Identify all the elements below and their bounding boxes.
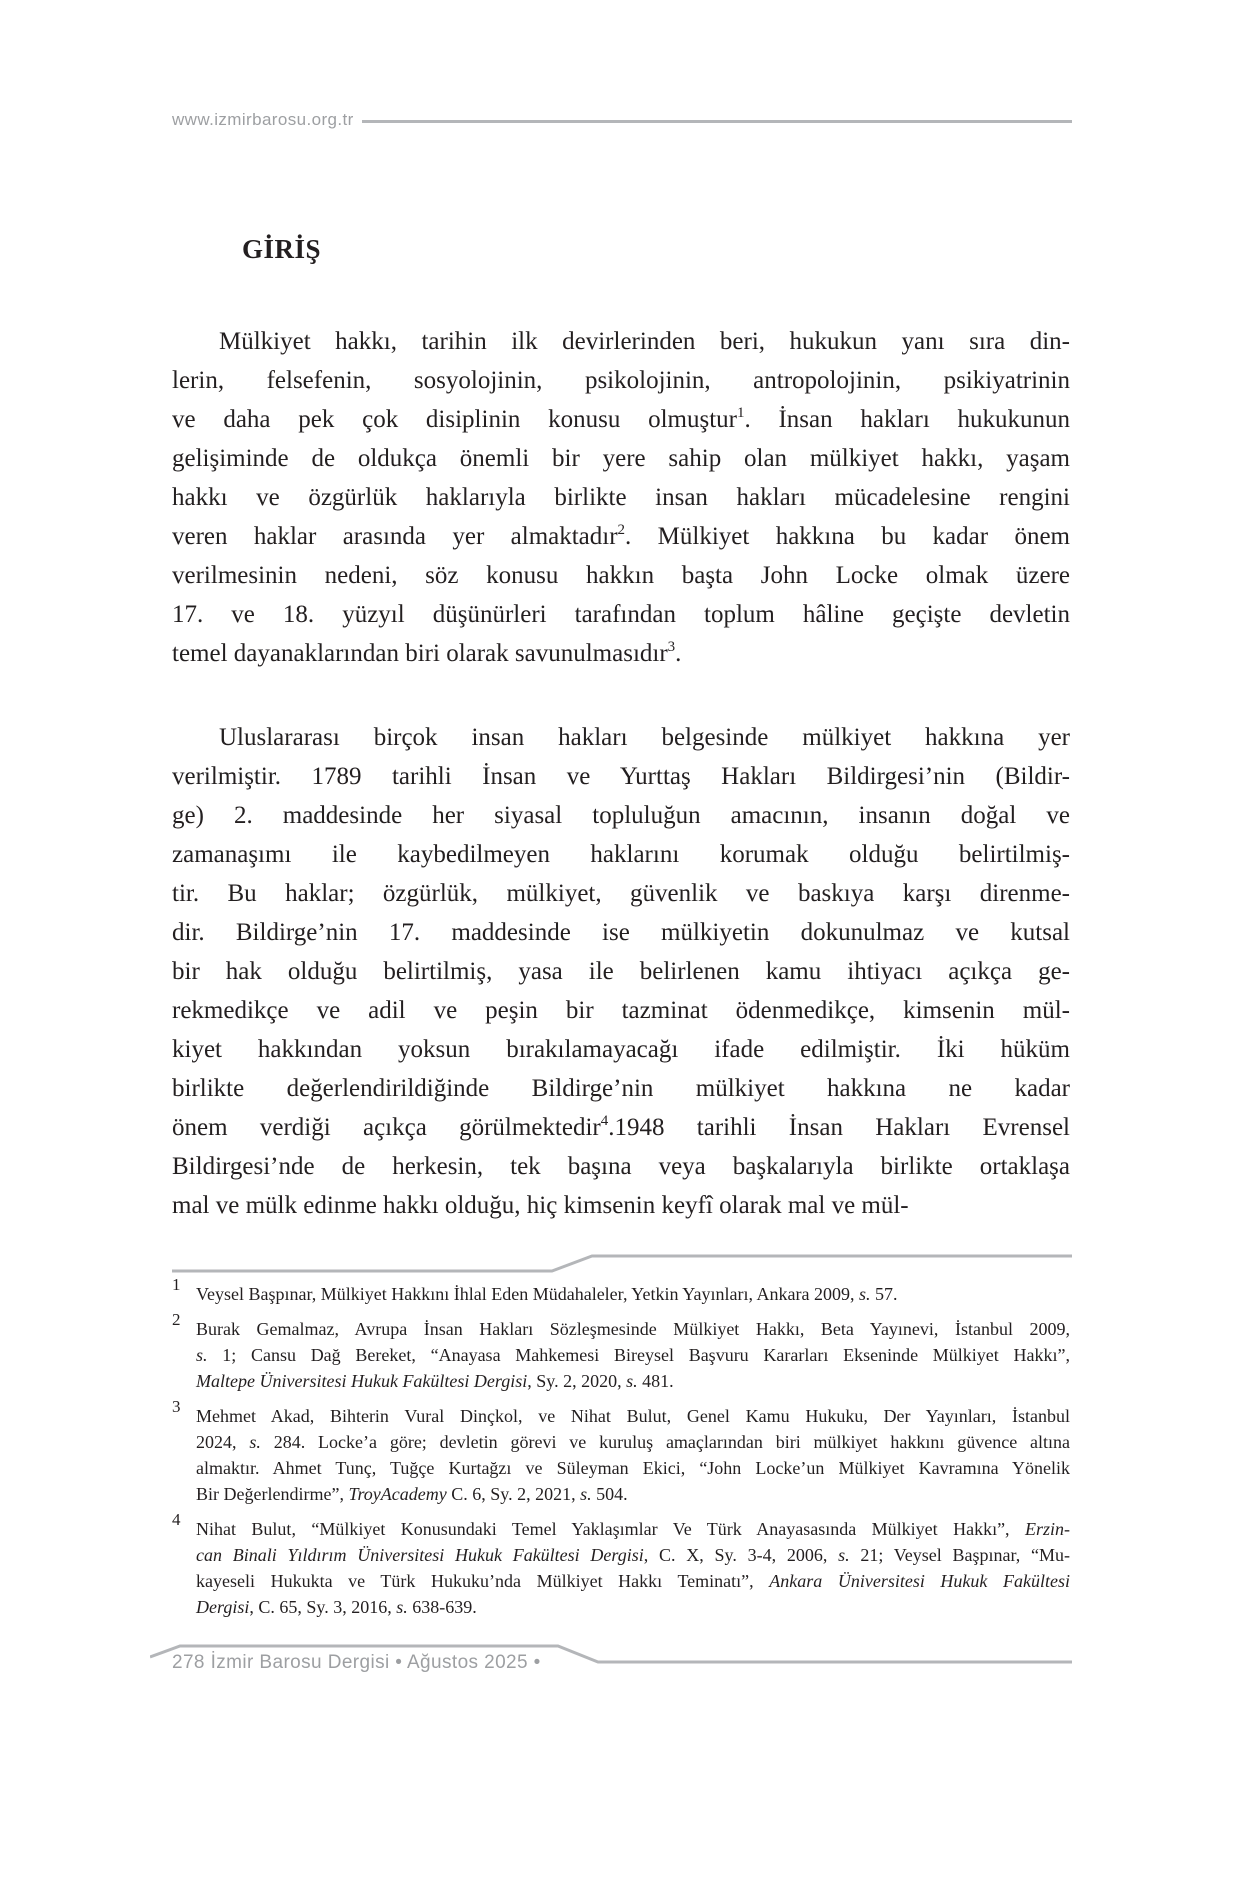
footnote-text — [196, 1403, 1070, 1507]
text-line: rekmedikçe ve adil ve peşin bir tazminat ödenmedikçe, kimsenin mül- — [172, 997, 1070, 1024]
text-line: verilmesinin nedeni, söz konusu hakkın başta John Locke olmak üzere — [172, 562, 1070, 589]
footnote-text — [196, 1316, 1070, 1394]
footnote — [172, 1510, 1070, 1620]
site-url: www.izmirbarosu.org.tr — [172, 110, 354, 129]
footnote-number: 4 — [172, 1510, 181, 1529]
text-line: dir. Bildirge’nin 17. maddesinde ise mülkiyetin dokunulmaz ve kutsal — [172, 919, 1070, 946]
text-line: bir hak olduğu belirtilmiş, yasa ile belirlenen kamu ihtiyacı açıkça ge- — [172, 958, 1070, 985]
text-line: lerin, felsefenin, sosyolojinin, psikolojinin, antropolojinin, psikiyatrinin — [172, 367, 1070, 394]
text-line: gelişiminde de oldukça önemli bir yere sahip olan mülkiyet hakkı, yaşam — [172, 445, 1070, 472]
footnote-separator — [172, 1252, 1072, 1276]
footnote-number: 3 — [172, 1397, 181, 1416]
footnote-text — [196, 1516, 1070, 1620]
footnote — [172, 1397, 1070, 1507]
text-line: can Binali Yıldırım Üniversitesi Hukuk Fakültesi Dergisi, C. X, Sy. 3-4, 2006, s. 21; Veysel Başpınar, “Mu- — [196, 1545, 1070, 1565]
text-line: ge) 2. maddesinde her siyasal topluluğun amacının, insanın doğal ve — [172, 802, 1070, 829]
footnote-number: 2 — [172, 1310, 181, 1329]
text-line: almaktır. Ahmet Tunç, Tuğçe Kurtağzı ve Süleyman Ekici, “John Locke’un Mülkiyet Kavramına Yönelik — [196, 1458, 1070, 1478]
footnote — [172, 1310, 1070, 1394]
text-line: 2024, s. 284. Locke’a göre; devletin görevi ve kuruluş amaçlarından biri mülkiyet hakkını güvence altına — [196, 1432, 1070, 1452]
text-line: Burak Gemalmaz, Avrupa İnsan Hakları Sözleşmesinde Mülkiyet Hakkı, Beta Yayınevi, İstanbul 2009, — [196, 1319, 1070, 1339]
paragraph — [172, 322, 1070, 673]
text-line: Nihat Bulut, “Mülkiyet Konusundaki Temel Yaklaşımlar Ve Türk Anayasasında Mülkiyet Hakkı”, Erzin- — [196, 1519, 1070, 1539]
text-line: s. 1; Cansu Dağ Bereket, “Anayasa Mahkemesi Bireysel Başvuru Kararları Ekseninde Mülkiyet Hakkı”, — [196, 1345, 1070, 1365]
text-line: Dergisi, C. 65, Sy. 3, 2016, s. 638-639. — [196, 1597, 477, 1617]
text-line: ve daha pek çok disiplinin konusu olmuştur$^1$. İnsan hakları hukukunun — [172, 405, 1071, 433]
text-line: zamanaşımı ile kaybedilmeyen haklarını korumak olduğu belirtilmiş- — [172, 841, 1070, 868]
footnote — [172, 1275, 1070, 1307]
paragraph — [172, 718, 1070, 1225]
text-line: hakkı ve özgürlük haklarıyla birlikte insan hakları mücadelesine rengini — [172, 484, 1070, 511]
text-line: Bildirgesi’nde de herkesin, tek başına veya başkalarıyla birlikte ortaklaşa — [172, 1153, 1070, 1180]
text-line: kiyet hakkından yoksun bırakılamayacağı ifade edilmiştir. İki hüküm — [172, 1036, 1070, 1063]
footnotes-section — [172, 1275, 1070, 1629]
text-line: mal ve mülk edinme hakkı olduğu, hiç kimsenin keyfî olarak mal ve mül- — [172, 1192, 909, 1219]
text-line: Mehmet Akad, Bihterin Vural Dinçkol, ve Nihat Bulut, Genel Kamu Hukuku, Der Yayınları, İstanbul — [196, 1406, 1070, 1426]
text-line: veren haklar arasında yer almaktadır$^2$. Mülkiyet hakkına bu kadar önem — [172, 522, 1070, 550]
text-line: Mülkiyet hakkı, tarihin ilk devirlerinden beri, hukukun yanı sıra din- — [219, 328, 1070, 355]
text-line: Maltepe Üniversitesi Hukuk Fakültesi Dergisi, Sy. 2, 2020, s. 481. — [196, 1371, 674, 1391]
text-line: Uluslararası birçok insan hakları belgesinde mülkiyet hakkına yer — [219, 724, 1070, 751]
text-line: Bir Değerlendirme”, TroyAcademy C. 6, Sy. 2, 2021, s. 504. — [196, 1484, 628, 1504]
page-header — [172, 110, 1072, 130]
section-heading: GİRİŞ — [242, 234, 322, 264]
header-rule — [362, 120, 1072, 123]
page-footer: 278 İzmir Barosu Dergisi • Ağustos 2025 • — [172, 1652, 541, 1673]
text-line: Veysel Başpınar, Mülkiyet Hakkını İhlal Eden Müdahaleler, Yetkin Yayınları, Ankara 2009, s. 57. — [196, 1284, 898, 1304]
footnote-number: 1 — [172, 1275, 181, 1294]
text-line: önem verdiği açıkça görülmektedir$^4$.1948 tarihli İnsan Hakları Evrensel — [172, 1113, 1070, 1141]
text-line: temel dayanaklarından biri olarak savunulmasıdır$^3$. — [172, 639, 682, 667]
text-line: birlikte değerlendirildiğinde Bildirge’nin mülkiyet hakkına ne kadar — [172, 1075, 1070, 1102]
footnote-text — [196, 1281, 1070, 1307]
text-line: tir. Bu haklar; özgürlük, mülkiyet, güvenlik ve baskıya karşı direnme- — [172, 880, 1070, 907]
text-line: 17. ve 18. yüzyıl düşünürleri tarafından toplum hâline geçişte devletin — [172, 601, 1070, 628]
text-line: verilmiştir. 1789 tarihli İnsan ve Yurttaş Hakları Bildirgesi’nin (Bildir- — [172, 763, 1070, 790]
text-line: kayeseli Hukukta ve Türk Hukuku’nda Mülkiyet Hakkı Teminatı”, Ankara Üniversitesi Hukuk Fakültesi — [196, 1571, 1070, 1591]
